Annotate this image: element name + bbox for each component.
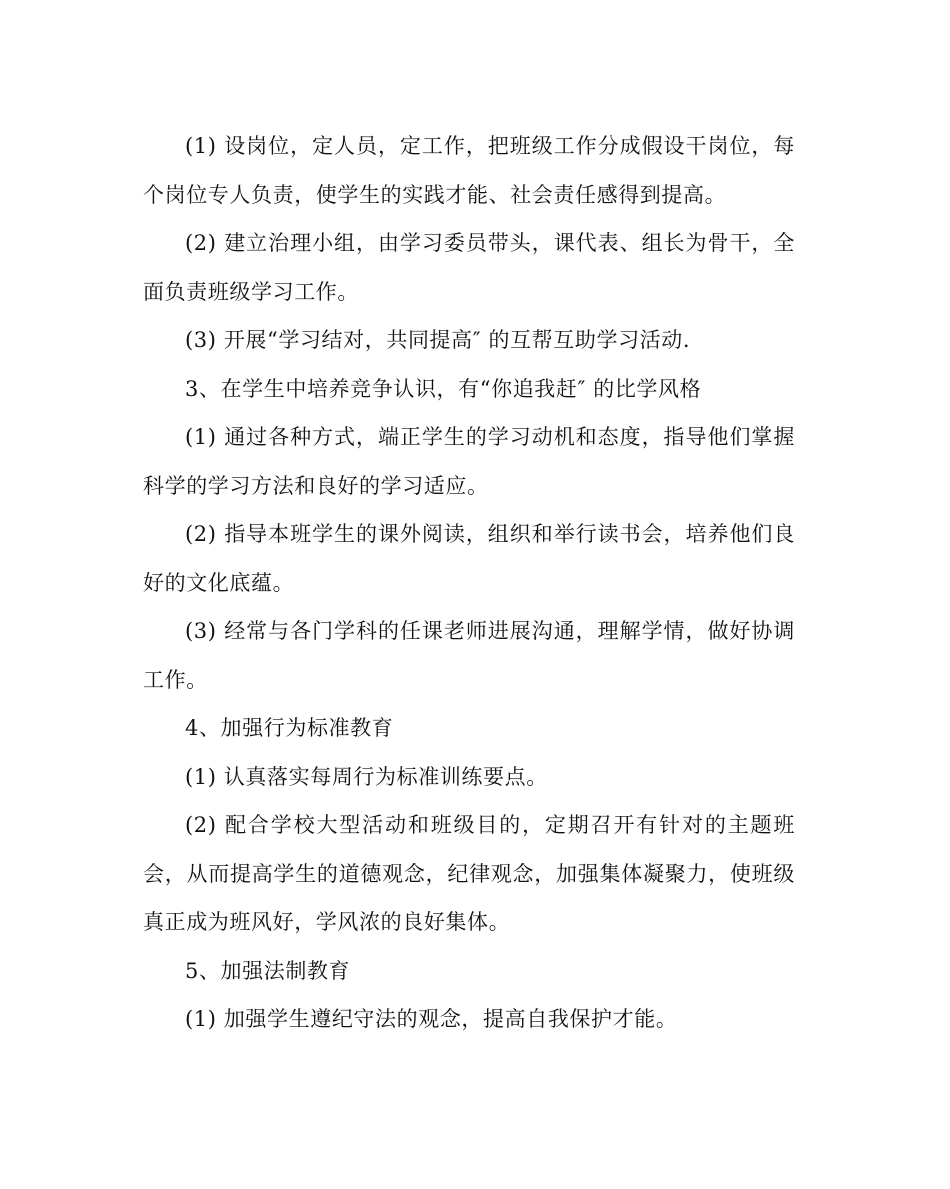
document-body	[143, 122, 795, 1044]
paragraph-7: (3) 经常与各门学科的任课老师进展沟通，理解学情，做好协调工作。	[143, 619, 795, 692]
section-heading-4: 4、加强行为标准教育	[185, 716, 394, 740]
paragraph-2: (2) 建立治理小组，由学习委员带头，课代表、组长为骨干，全面负责班级学习工作。	[143, 231, 795, 304]
section-heading-3: 3、在学生中培养竞争认识，有“你追我赶″ 的比学风格	[185, 376, 702, 401]
section-heading-5: 5、加强法制教育	[185, 958, 351, 983]
paragraph-9: (1) 认真落实每周行为标准训练要点。	[185, 764, 548, 789]
paragraph-10: (2) 配合学校大型活动和班级目的，定期召开有针对的主题班会，从而提高学生的道德观念，纪律观念，加强集体凝聚力，使班级真正成为班风好，学风浓的良好集体。	[143, 813, 795, 934]
paragraph-6: (2) 指导本班学生的课外阅读，组织和举行读书会，培养他们良好的文化底蕴。	[143, 522, 795, 595]
paragraph-5: (1) 通过各种方式，端正学生的学习动机和态度，指导他们掌握科学的学习方法和良好的学习适应。	[143, 425, 795, 498]
paragraph-12: (1) 加强学生遵纪守法的观念，提高自我保护才能。	[185, 1007, 678, 1031]
paragraph-1: (1) 设岗位，定人员，定工作，把班级工作分成假设干岗位，每个岗位专人负责，使学生的实践才能、社会责任感得到提高。	[143, 134, 795, 207]
paragraph-3: (3) 开展“学习结对，共同提高″ 的互帮互助学习活动.	[185, 328, 691, 352]
